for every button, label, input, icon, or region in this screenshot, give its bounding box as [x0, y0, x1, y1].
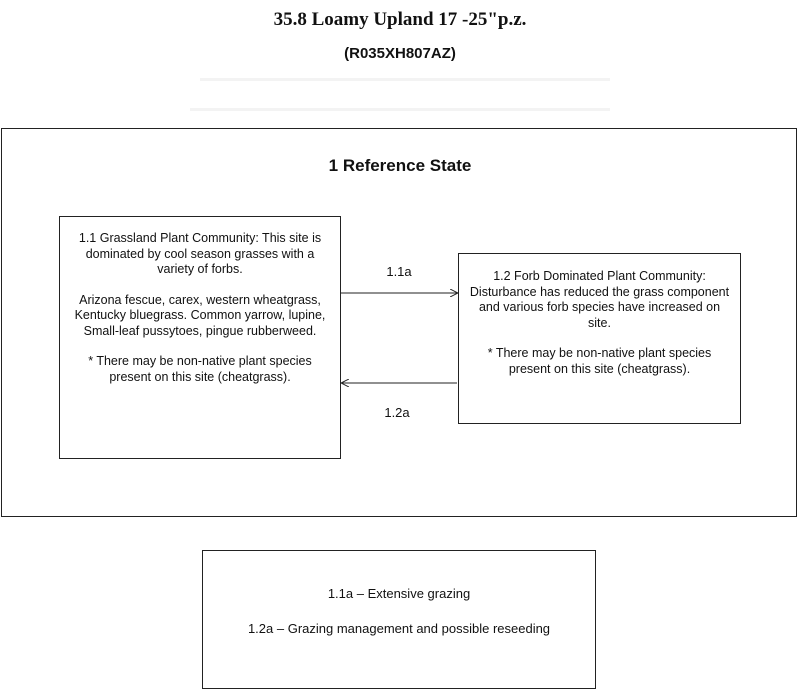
- site-code: (R035XH807AZ): [344, 45, 456, 62]
- community-1-1-note: * There may be non-native plant species present on this site (cheatgrass).: [88, 354, 312, 384]
- reference-state-title: 1 Reference State: [328, 156, 472, 175]
- community-1-2-note: * There may be non-native plant species present on this site (cheatgrass).: [487, 346, 712, 376]
- legend-item-1-1a: 1.1a – Extensive grazing: [327, 586, 471, 601]
- community-1-1-description: 1.1 Grassland Plant Community: This site is dominated by cool season grasses with a variety of forbs.: [78, 231, 322, 276]
- diagram-title: 35.8 Loamy Upland 17 -25"p.z.: [273, 9, 527, 30]
- community-1-1-species: Arizona fescue, carex, western wheatgrass, Kentucky bluegrass. Common yarrow, lupine, Small-leaf pussytoes, pingue rubberweed.: [74, 292, 326, 338]
- transition-legend-box: [202, 550, 596, 689]
- community-1-2-description: 1.2 Forb Dominated Plant Community: Disturbance has reduced the grass component and various forb species have increased on site.: [469, 269, 730, 330]
- transition-label-1-2a: 1.2a: [384, 405, 410, 420]
- legend-item-1-2a: 1.2a – Grazing management and possible reseeding: [247, 621, 551, 636]
- transition-label-1-1a: 1.1a: [386, 264, 412, 279]
